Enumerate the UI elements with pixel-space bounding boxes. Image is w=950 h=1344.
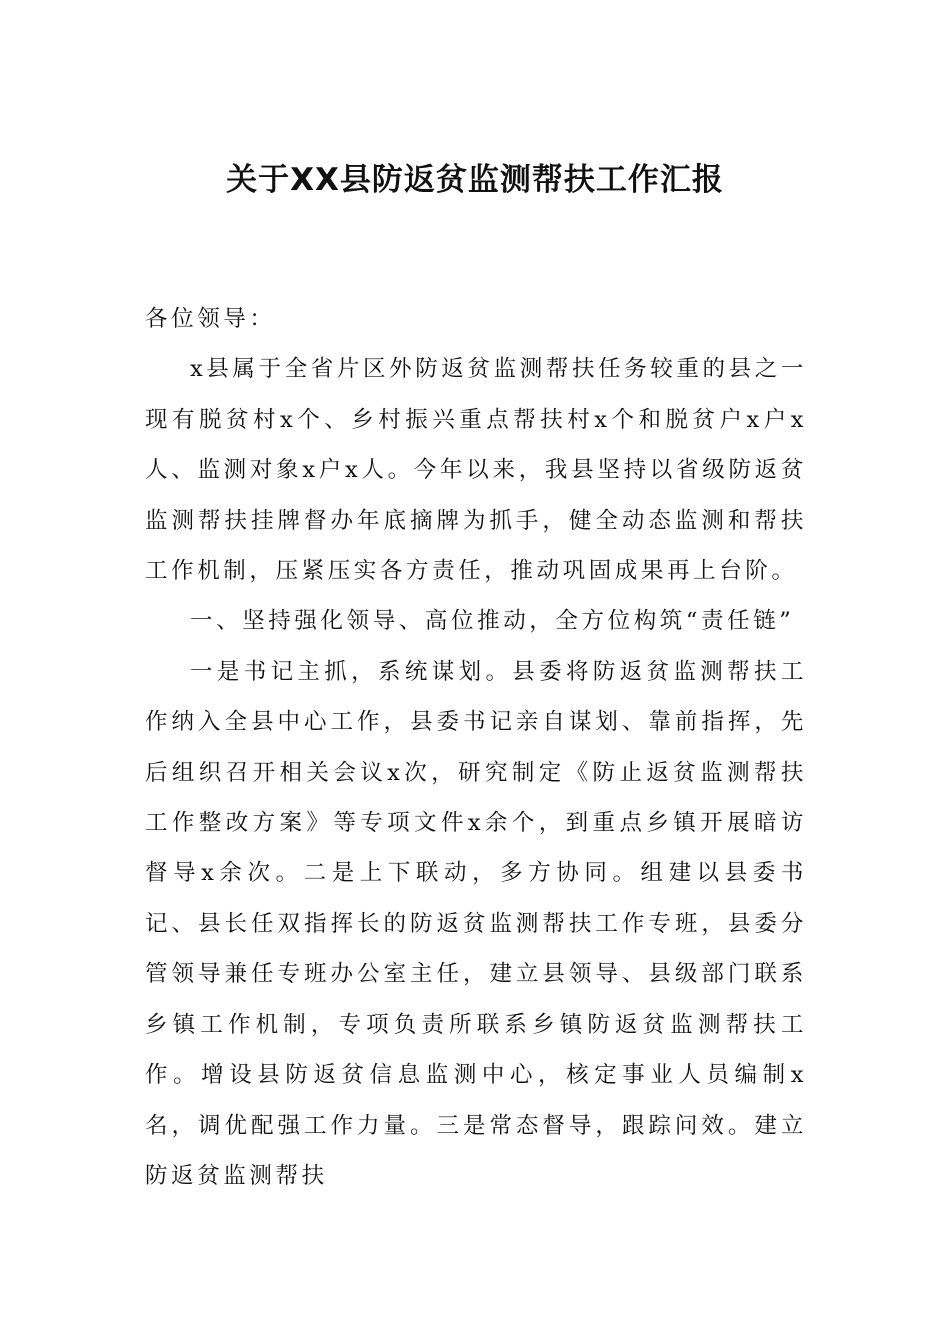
section-heading-1: 一、坚持强化领导、高位推动，全方位构筑“责任链” [190,608,795,635]
paragraph-intro: x县属于全省片区外防返贫监测帮扶任务较重的县之一现有脱贫村x个、乡村振兴重点帮扶村x个和脱贫户x户x人、监测对象x户x人。今年以来，我县坚持以省级防返贫监测帮扶挂牌督办年底摘牌为抓手，健全动态监测和帮扶工作机制，压紧压实各方责任，推动巩固成果再上台阶。 [145,356,807,585]
salutation: 各位领导： [145,306,276,332]
paragraph-section-1: 一是书记主抓，系统谋划。县委将防返贫监测帮扶工作纳入全县中心工作，县委书记亲自谋划、靠前指挥，先后组织召开相关会议x次，研究制定《防止返贫监测帮扶工作整改方案》等专项文件x余个，到重点乡镇开展暗访督导x余次。二是上下联动，多方协同。组建以县委书记、县长任双指挥长的防返贫监测帮扶工作专班，县委分管领导兼任专班办公室主任，建立县领导、县级部门联系乡镇工作机制，专项负责所联系乡镇防返贫监测帮扶工作。增设县防返贫信息监测中心，核定事业人员编制x名，调优配强工作力量。三是常态督导，跟踪问效。建立防返贫监测帮扶 [145,658,807,1189]
document-body [145,294,807,1201]
document-title: 关于XX县防返贫监测帮扶工作汇报 [226,162,724,198]
